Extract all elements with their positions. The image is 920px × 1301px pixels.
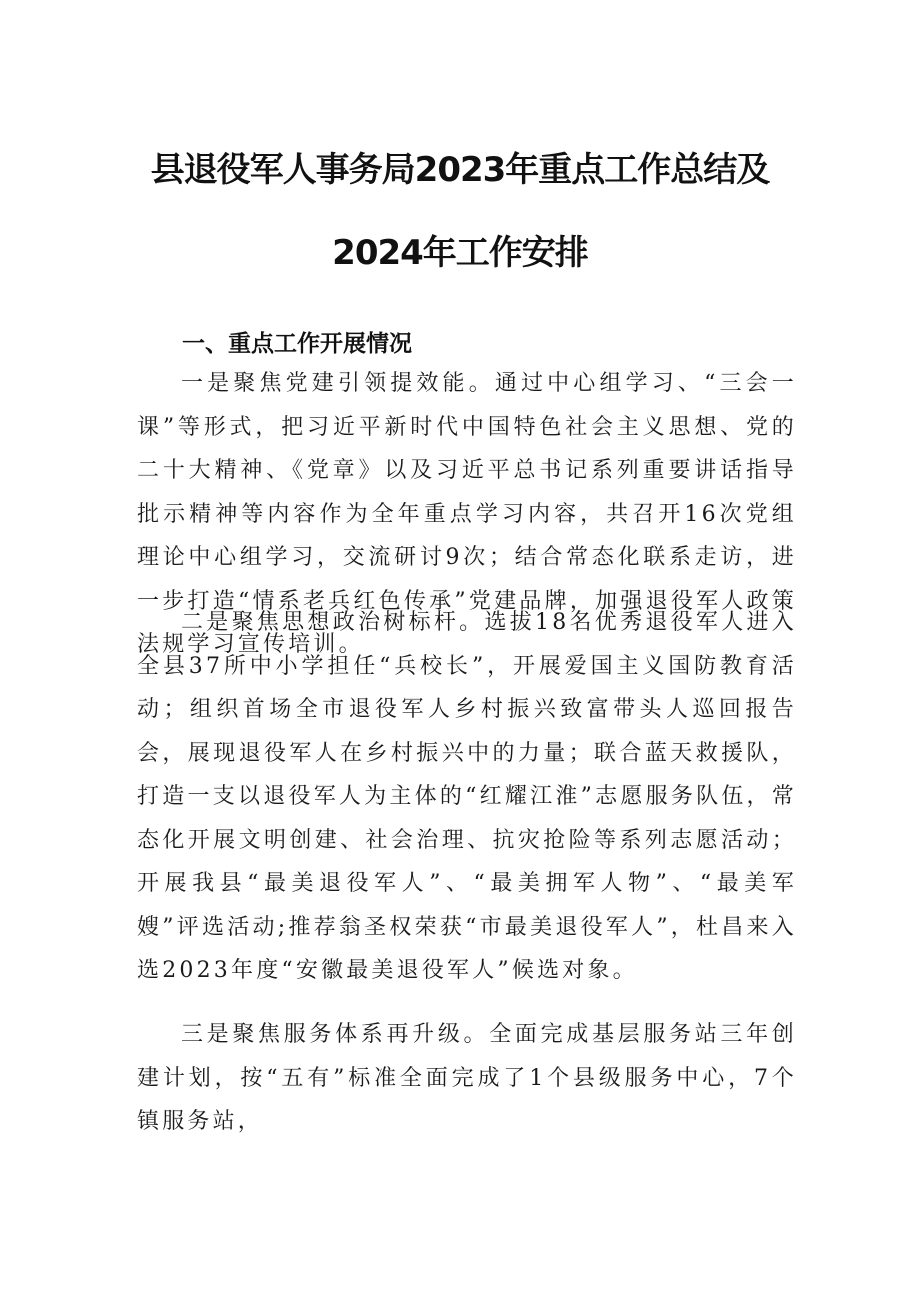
document-title-line-2: 2024年工作安排 — [332, 233, 588, 273]
paragraph-party-building: 一是聚焦党建引领提效能。通过中心组学习、“三会一课”等形式，把习近平新时代中国特色社会主义思想、党的二十大精神、《党章》以及习近平总书记系列重要讲话指导批示精神等内容作为全年重点学习内容，共召开16次党组理论中心组学习，交流研讨9次；结合常态化联系走访，进一步打造“情系老兵红色传承”党建品牌，加强退役军人政策法规学习宣传培训。 — [137, 371, 797, 657]
paragraph-service-system: 三是聚焦服务体系再升级。全面完成基层服务站三年创建计划，按“五有”标准全面完成了1个县级服务中心，7个镇服务站， — [137, 1022, 797, 1134]
section-heading: 一、重点工作开展情况 — [182, 331, 412, 357]
document-title-line-1: 县退役军人事务局2023年重点工作总结及 — [150, 150, 770, 190]
paragraph-ideological-work: 二是聚焦思想政治树标杆。选拔18名优秀退役军人进入全县37所中小学担任“兵校长”，开展爱国主义国防教育活动；组织首场全市退役军人乡村振兴致富带头人巡回报告会，展现退役军人在乡村振兴中的力量；联合蓝天救援队，打造一支以退役军人为主体的“红耀江淮”志愿服务队伍，常态化开展文明创建、社会治理、抗灾抢险等系列志愿活动；开展我县“最美退役军人”、“最美拥军人物”、“最美军嫂”评选活动;推荐翁圣权荣获“市最美退役军人”，杜昌来入选2023年度“安徽最美退役军人”候选对象。 — [137, 610, 797, 983]
